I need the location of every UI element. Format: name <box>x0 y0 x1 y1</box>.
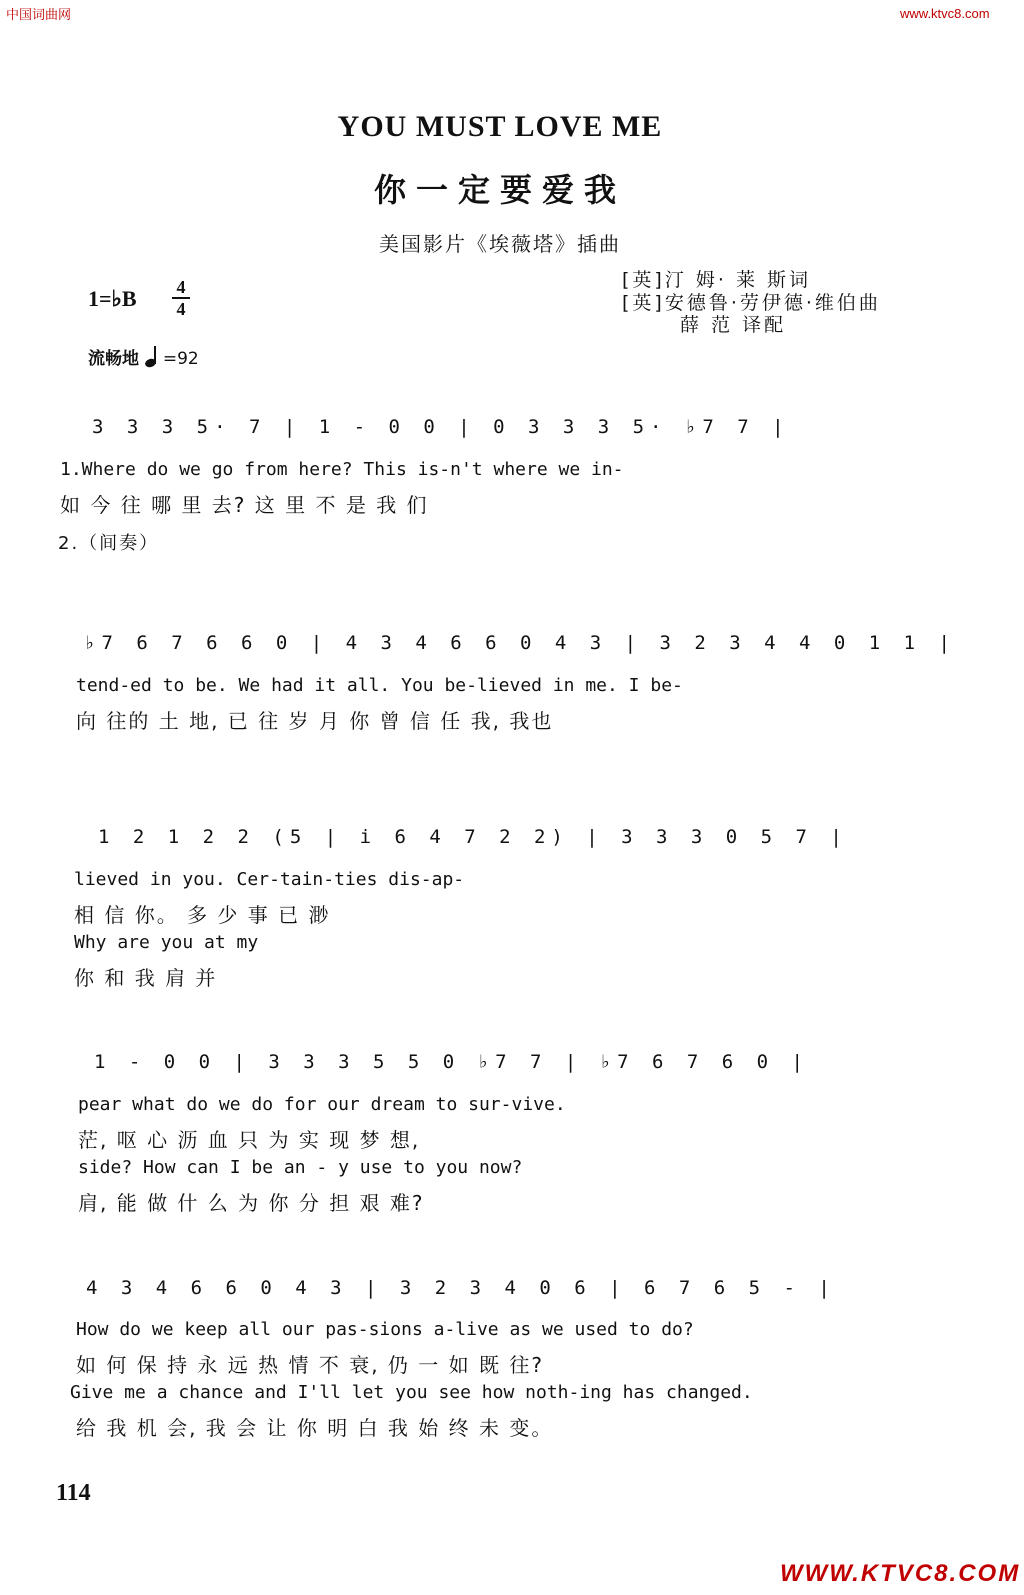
system-2-notes: ♭7 6 7 6 6 0 | 4 3 4 6 6 0 4 3 | 3 2 3 4 4 0 1 1 | <box>84 632 956 654</box>
time-signature <box>170 278 192 318</box>
tempo-bpm: =92 <box>162 349 199 369</box>
system-3-lyric-en: lieved in you. Cer-tain-ties dis-ap- <box>74 869 465 890</box>
credit-lyricist: [英]汀 姆· 莱 斯词 <box>622 269 811 291</box>
system-5-lyric-zh-2: 给 我 机 会, 我 会 让 你 明 白 我 始 终 未 变。 <box>76 1416 554 1440</box>
tempo <box>88 344 199 369</box>
watermark-right: www.ktvc8.com <box>900 6 990 21</box>
system-2-lyric-en: tend-ed to be. We had it all. You be-lieved in me. I be- <box>76 675 683 696</box>
system-3-lyric-en-2: Why are you at my <box>74 932 259 953</box>
system-3-notes: 1 2 1 2 2 (5 | i 6 4 7 2 2) | 3 3 3 0 5 7 | <box>98 826 848 848</box>
system-3-lyric-zh-2: 你 和 我 肩 并 <box>74 966 218 990</box>
tempo-marking: 流畅地 <box>88 349 139 369</box>
quarter-note-icon <box>145 346 157 368</box>
key-signature: 1=♭B <box>88 286 137 311</box>
system-4-notes: 1 - 0 0 | 3 3 3 5 5 0 ♭7 7 | ♭7 6 7 6 0 | <box>94 1051 809 1073</box>
page-number: 114 <box>56 1480 91 1506</box>
credit-composer: [英]安德鲁·劳伊德·维伯曲 <box>622 292 881 314</box>
system-2-lyric-zh: 向 往的 土 地, 已 往 岁 月 你 曾 信 任 我, 我也 <box>76 709 554 733</box>
system-4-lyric-zh: 茫, 呕 心 沥 血 只 为 实 现 梦 想, <box>78 1128 421 1152</box>
system-1-lyric-en: 1.Where do we go from here? This is-n't where we in- <box>60 459 624 480</box>
system-4-lyric-en: pear what do we do for our dream to sur-vive. <box>78 1094 566 1115</box>
subtitle: 美国影片《埃薇塔》插曲 <box>379 232 621 256</box>
title-chinese: 你一定要爱我 <box>373 171 626 209</box>
credit-translator: 薛 范 译配 <box>680 314 787 336</box>
time-sig-top: 4 <box>176 277 186 297</box>
system-4-lyric-en-2: side? How can I be an - y use to you now? <box>78 1157 523 1178</box>
system-1-notes: 3 3 3 5· 7 | 1 - 0 0 | 0 3 3 3 5· ♭7 7 | <box>92 416 790 438</box>
system-5-lyric-en: How do we keep all our pas-sions a-live as we used to do? <box>76 1319 694 1340</box>
title-english: YOU MUST LOVE ME <box>337 110 663 143</box>
site-logo: WWW.KTVC8.COM <box>780 1560 1021 1587</box>
system-5-lyric-zh: 如 何 保 持 永 远 热 情 不 衰, 仍 一 如 既 往? <box>76 1353 544 1377</box>
system-3-lyric-zh: 相 信 你。 多 少 事 已 渺 <box>74 903 331 927</box>
system-1-lyric-zh: 如 今 往 哪 里 去? 这 里 不 是 我 们 <box>60 493 429 517</box>
system-5-notes: 4 3 4 6 6 0 4 3 | 3 2 3 4 0 6 | 6 7 6 5 - | <box>86 1277 836 1299</box>
system-5-lyric-en-2: Give me a chance and I'll let you see how noth-ing has changed. <box>70 1382 753 1403</box>
watermark-left: 中国词曲网 <box>6 7 72 22</box>
system-4-lyric-zh-2: 肩, 能 做 什 么 为 你 分 担 艰 难? <box>78 1191 425 1215</box>
verse-2-label: 2.（间奏） <box>58 533 160 554</box>
time-sig-bottom: 4 <box>176 299 186 319</box>
